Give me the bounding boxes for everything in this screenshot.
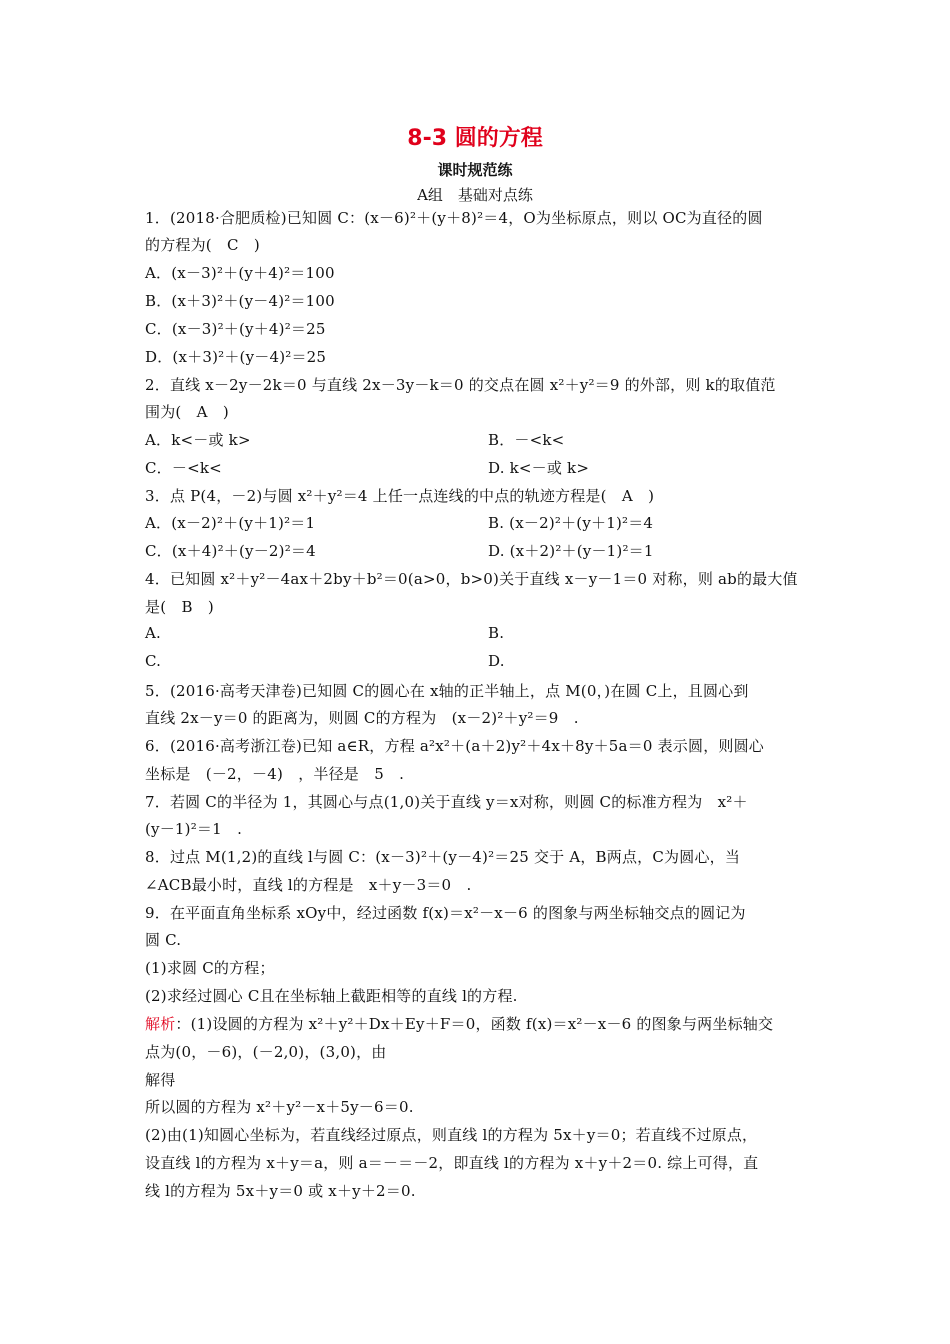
analysis-text: ：(1)设圆的方程为 x²＋y²＋Dx＋Ey＋F＝0，函数 f(x)＝x²－x－6 的图象与两坐标轴交 bbox=[175, 1015, 774, 1033]
q8-stem-cont: ∠ACB最小时，直线 l的方程是 x＋y－3＝0 . bbox=[145, 876, 472, 894]
section-subtitle: 课时规范练 bbox=[437, 161, 513, 179]
q3-option-d: D. (x＋2)²＋(y－1)²＝1 bbox=[488, 542, 654, 560]
analysis-line-7: 线 l的方程为 5x＋y＝0 或 x＋y＋2＝0. bbox=[145, 1182, 416, 1200]
q2-stem: 2．直线 x－2y－2k＝0 与直线 2x－3y－k＝0 的交点在圆 x²＋y²＝9 的外部，则 k的取值范 bbox=[145, 376, 776, 394]
analysis-line-2: 点为(0，－6)，(－2,0)，(3,0)，由 bbox=[145, 1043, 387, 1061]
q1-option-a: A．(x－3)²＋(y＋4)²＝100 bbox=[145, 264, 335, 282]
q3-option-a: A．(x－2)²＋(y＋1)²＝1 bbox=[145, 514, 316, 532]
analysis-label: 解析 bbox=[145, 1015, 176, 1033]
q4-option-d: D. bbox=[488, 652, 505, 670]
q4-option-a: A. bbox=[145, 624, 162, 642]
group-heading: A组 基础对点练 bbox=[417, 186, 533, 204]
analysis-line-1 bbox=[145, 1013, 773, 1034]
q2-option-c: C．－<k< bbox=[145, 459, 222, 477]
analysis-line-4: 所以圆的方程为 x²＋y²－x＋5y－6＝0. bbox=[145, 1098, 414, 1116]
q8-stem: 8．过点 M(1,2)的直线 l与圆 C：(x－3)²＋(y－4)²＝25 交于 A，B两点，C为圆心，当 bbox=[145, 848, 741, 866]
q9-stem: 9．在平面直角坐标系 xOy中，经过函数 f(x)＝x²－x－6 的图象与两坐标轴交点的圆记为 bbox=[145, 904, 746, 922]
analysis-line-3: 解得 bbox=[145, 1071, 176, 1089]
q3-option-b: B. (x－2)²＋(y＋1)²＝4 bbox=[488, 514, 654, 532]
analysis-line-5: (2)由(1)知圆心坐标为，若直线经过原点，则直线 l的方程为 5x＋y＝0；若直线不过原点， bbox=[145, 1126, 758, 1144]
q9-stem-cont: 圆 C. bbox=[145, 931, 182, 949]
q5-stem-cont: 直线 2x－y＝0 的距离为，则圆 C的方程为 (x－2)²＋y²＝9 . bbox=[145, 709, 579, 727]
q5-stem: 5．(2016·高考天津卷)已知圆 C的圆心在 x轴的正半轴上，点 M(0，)在圆 C上，且圆心到 bbox=[145, 682, 749, 700]
q2-option-b: B．－<k< bbox=[488, 431, 565, 449]
q6-stem: 6．(2016·高考浙江卷)已知 a∈R，方程 a²x²＋(a＋2)y²＋4x＋8y＋5a＝0 表示圆，则圆心 bbox=[145, 737, 764, 755]
q4-option-b: B. bbox=[488, 624, 505, 642]
q1-option-b: B．(x＋3)²＋(y－4)²＝100 bbox=[145, 292, 335, 310]
q3-stem: 3．点 P(4，－2)与圆 x²＋y²＝4 上任一点连线的中点的轨迹方程是( A ) bbox=[145, 487, 655, 505]
q2-stem-cont: 围为( A ) bbox=[145, 403, 229, 421]
analysis-line-6: 设直线 l的方程为 x＋y＝a，则 a＝－＝－2，即直线 l的方程为 x＋y＋2＝0. 综上可得，直 bbox=[145, 1154, 759, 1172]
q7-stem-cont: (y－1)²＝1 . bbox=[145, 820, 243, 838]
q4-stem-cont: 是( B ) bbox=[145, 598, 214, 616]
q4-stem: 4．已知圆 x²＋y²－4ax＋2by＋b²＝0(a>0，b>0)关于直线 x－y－1＝0 对称，则 ab的最大值 bbox=[145, 570, 798, 588]
q1-option-c: C．(x－3)²＋(y＋4)²＝25 bbox=[145, 320, 326, 338]
q3-option-c: C．(x＋4)²＋(y－2)²＝4 bbox=[145, 542, 316, 560]
q1-stem-cont: 的方程为( C ) bbox=[145, 236, 260, 254]
q1-option-d: D．(x＋3)²＋(y－4)²＝25 bbox=[145, 348, 327, 366]
page-title: 8-3 圆的方程 bbox=[407, 126, 543, 151]
q2-option-a: A．k<－或 k> bbox=[145, 431, 251, 449]
q4-option-c: C. bbox=[145, 652, 162, 670]
q2-option-d: D. k<－或 k> bbox=[488, 459, 590, 477]
q1-stem: 1．(2018·合肥质检)已知圆 C：(x－6)²＋(y＋8)²＝4，O为坐标原点，则以 OC为直径的圆 bbox=[145, 209, 763, 227]
q9-part-1: (1)求圆 C的方程； bbox=[145, 959, 275, 977]
q6-stem-cont: 坐标是 (－2，－4) ，半径是 5 . bbox=[145, 765, 405, 783]
q9-part-2: (2)求经过圆心 C且在坐标轴上截距相等的直线 l的方程. bbox=[145, 987, 518, 1005]
q7-stem: 7．若圆 C的半径为 1，其圆心与点(1,0)关于直线 y＝x对称，则圆 C的标准方程为 x²＋ bbox=[145, 793, 748, 811]
